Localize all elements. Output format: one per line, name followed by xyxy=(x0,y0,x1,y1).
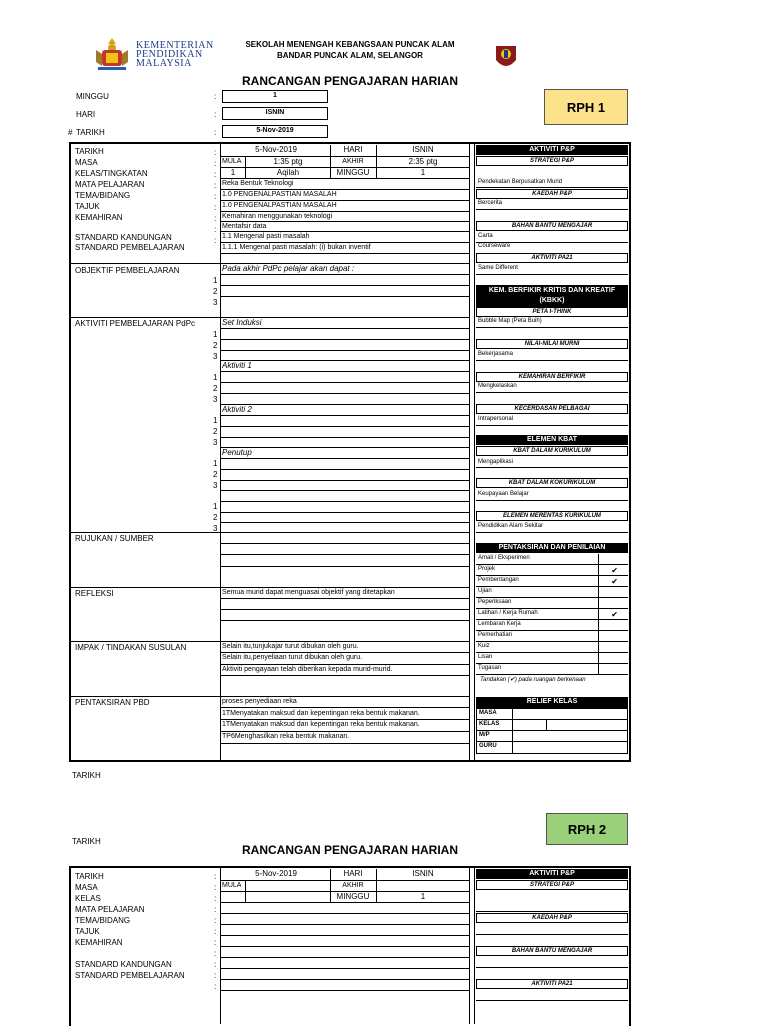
page-title-2: RANCANGAN PENGAJARAN HARIAN xyxy=(241,843,458,857)
label-kelas: KELAS/TINGKATAN xyxy=(75,169,148,178)
relief-guru-label: GURU xyxy=(479,743,497,749)
mula-value: 1:35 ptg xyxy=(273,157,303,166)
kemahiran-value-1: Kemahiran menggunakan teknologi xyxy=(222,213,333,220)
crest-logo xyxy=(92,36,132,72)
tick-cell[interactable]: ✔ xyxy=(611,610,618,619)
akhir-label: AKHIR xyxy=(342,158,364,165)
pentaksiran-list xyxy=(476,554,628,675)
pentaksiran-header: PENTAKSIRAN DAN PENILAIAN xyxy=(476,543,628,553)
kelas-value: Aqilah xyxy=(276,168,300,177)
list-item: Peperiksaan xyxy=(476,598,628,609)
bbm-header: BAHAN BANTU MENGAJAR xyxy=(476,221,628,231)
set-induksi: Set Induksi xyxy=(222,318,262,327)
rph2-hari-header: HARI xyxy=(343,869,363,878)
kaedah-value: Bercerita xyxy=(478,200,503,206)
tarikh-cell: 5-Nov-2019 xyxy=(255,145,297,154)
tick-cell[interactable]: ✔ xyxy=(611,577,618,586)
list-item: Kuiz xyxy=(476,642,628,653)
aktiviti-2-numbers: 1 2 3 xyxy=(213,416,218,447)
relief-mp-label: M/P xyxy=(479,732,490,738)
list-item: Pembentangan ✔ xyxy=(476,576,628,587)
label-refleksi: REFLEKSI xyxy=(75,589,114,598)
bbm-value-1: Carta xyxy=(478,233,493,239)
rph2-aktiviti-pp: AKTIVITI P&P xyxy=(476,869,628,879)
set-induksi-numbers: 1 2 3 xyxy=(213,330,218,361)
hari-header: HARI xyxy=(343,145,363,154)
hari-value: ISNIN xyxy=(222,107,328,120)
school-badge-logo xyxy=(494,42,518,72)
kelas-number: 1 xyxy=(230,168,236,177)
peta-value: Bubble Map (Peta Buih) xyxy=(478,318,542,324)
minggu-header: MINGGU xyxy=(336,168,370,177)
aktiviti-1-numbers: 1 2 3 xyxy=(213,373,218,404)
page-title: RANCANGAN PENGAJARAN HARIAN xyxy=(241,74,458,88)
pa21-value: Same Different xyxy=(478,265,518,271)
rph2-minggu: 1 xyxy=(420,892,426,901)
relief-header: RELIEF KELAS xyxy=(476,697,628,708)
list-item: Ujian xyxy=(476,587,628,598)
label-sk: STANDARD KANDUNGAN xyxy=(75,233,172,242)
aktiviti-2: Aktiviti 2 xyxy=(222,405,252,414)
label-objektif: OBJEKTIF PEMBELAJARAN xyxy=(75,266,180,275)
tajuk-value: 1.0 PENGENALPASTIAN MASALAH xyxy=(222,202,337,209)
school-name: SEKOLAH MENENGAH KEBANGSAAN PUNCAK ALAM xyxy=(245,40,455,49)
extra-numbers: 1 2 3 xyxy=(213,502,218,533)
label-rujukan: RUJUKAN / SUMBER xyxy=(75,534,154,543)
rph2-badge xyxy=(546,813,628,845)
hari-cell: ISNIN xyxy=(412,145,434,154)
strategi-value: Pendekatan Berpusatkan Murid xyxy=(478,179,563,185)
kb-value: Mengkelaskan xyxy=(478,383,517,389)
strategi-header: STRATEGI P&P xyxy=(476,156,628,166)
list-item: Lembaran Kerja xyxy=(476,620,628,631)
label-impak: IMPAK / TINDAKAN SUSULAN xyxy=(75,643,187,652)
bbm-value-2: Courseware xyxy=(478,243,511,249)
list-item: Amali / Eksperimen xyxy=(476,554,628,565)
nilai-value: Bekerjasama xyxy=(478,351,514,357)
tarikh-label: TARIKH xyxy=(76,128,105,137)
ministry-logo-text: KEMENTERIAN PENDIDIKAN MALAYSIA xyxy=(136,40,214,69)
kaedah-header: KAEDAH P&P xyxy=(476,189,628,199)
refleksi-value: Semua murid dapat menguasai objektif yang ditetapkan xyxy=(222,589,395,596)
rph2-bbm: BAHAN BANTU MENGAJAR xyxy=(476,946,628,956)
hash-mark: # xyxy=(68,128,73,137)
label-mata-pelajaran: MATA PELAJARAN xyxy=(75,180,145,189)
mula-label: MULA xyxy=(222,158,242,165)
rph2-akhir: AKHIR xyxy=(342,882,364,889)
emk-header: ELEMEN MERENTAS KURIKULUM xyxy=(476,511,628,521)
label-tajuk: TAJUK xyxy=(75,202,100,211)
colon-column: : : : : : : : : : xyxy=(214,148,217,245)
kbat-kurikulum-value: Mengaplikasi xyxy=(478,459,514,465)
minggu-value: 1 xyxy=(222,90,328,103)
rph2-mula: MULA xyxy=(222,882,242,889)
objektif-numbers: 1 2 3 xyxy=(213,276,218,307)
minggu-label: MINGGU xyxy=(76,92,109,101)
kbat-kokurikulum-header: KBAT DALAM KOKURIKULUM xyxy=(476,478,628,488)
impak-value-3: Aktiviti pengayaan telah diberikan kepada murid-murid. xyxy=(222,666,393,673)
rph2-pa21: AKTIVITI PA21 xyxy=(476,979,628,989)
rph2-strategi: STRATEGI P&P xyxy=(476,880,628,890)
relief-masa-label: MASA xyxy=(479,710,497,716)
rph2-labels: TARIKH MASA KELAS MATA PELAJARAN TEMA/BIDANG TAJUK KEMAHIRAN STANDARD KANDUNGAN STANDARD PEMBELAJARAN xyxy=(75,872,185,980)
label-masa: MASA xyxy=(75,158,98,167)
tarikh-bottom: TARIKH xyxy=(72,771,101,780)
rph1-badge xyxy=(544,89,628,125)
pbd-value-0: proses penyediaan reka xyxy=(222,698,297,705)
kbat-kokurikulum-value: Keupayaan Belajar xyxy=(478,491,529,497)
list-item: Projek ✔ xyxy=(476,565,628,576)
kb-header: KEMAHIRAN BERFIKIR xyxy=(476,372,628,382)
rph2-kaedah: KAEDAH P&P xyxy=(476,913,628,923)
rph1-label: RPH 1 xyxy=(566,99,606,115)
nilai-header: NILAI-NILAI MURNI xyxy=(476,339,628,349)
penutup: Penutup xyxy=(222,448,252,457)
sp-value: 1.1.1 Mengenal pasti masalah: (i) bukan inventif xyxy=(222,244,371,251)
rph2-hari: ISNIN xyxy=(412,869,434,878)
label-tema: TEMA/BIDANG xyxy=(75,191,131,200)
colon: : xyxy=(214,110,217,119)
tick-note: Tandakan (✔) pada ruangan berkenaan xyxy=(480,677,586,683)
label-aktiviti: AKTIVITI PEMBELAJARAN PdPc xyxy=(75,319,196,328)
list-item: Pemerhatian xyxy=(476,631,628,642)
aktiviti-1: Aktiviti 1 xyxy=(222,361,252,370)
kbat-kurikulum-header: KBAT DALAM KURIKULUM xyxy=(476,446,628,456)
kemahiran-value-2: Mentafsir data xyxy=(222,223,267,230)
list-item: Tugasan xyxy=(476,664,628,675)
impak-value-1: Selain itu,tunjukajar turut dibukan oleh guru. xyxy=(222,643,359,650)
rph2-colons: : : : : : : : : : : : xyxy=(214,872,217,991)
pbd-value-2: 1TMenyatakan maksud dan kepentingan reka bentuk makanan. xyxy=(222,721,420,728)
relief-table xyxy=(476,708,628,754)
list-item: Latihan / Kerja Rumah ✔ xyxy=(476,609,628,620)
colon: : xyxy=(214,92,217,101)
rph2-label: RPH 2 xyxy=(567,821,607,837)
penutup-numbers: 1 2 3 xyxy=(213,459,218,490)
tarikh-value: 5-Nov-2019 xyxy=(222,125,328,138)
aktiviti-pp-header: AKTIVITI P&P xyxy=(476,145,628,155)
kp-header: KECERDASAN PELBAGAI xyxy=(476,404,628,414)
tarikh-bottom-2: TARIKH xyxy=(72,837,101,846)
impak-value-2: Selain itu,penyeliaan turut dibukan oleh guru. xyxy=(222,654,363,661)
kbkk-header: KEM. BERFIKIR KRITIS DAN KREATIF (KBKK) xyxy=(476,285,628,307)
minggu-cell: 1 xyxy=(420,168,426,177)
relief-kelas-label: KELAS xyxy=(479,721,500,727)
label-tarikh: TARIKH xyxy=(75,147,104,156)
akhir-value: 2:35 ptg xyxy=(408,157,438,166)
colon: : xyxy=(214,128,217,137)
school-address: BANDAR PUNCAK ALAM, SELANGOR xyxy=(277,51,423,60)
label-pbd: PENTAKSIRAN PBD xyxy=(75,698,150,707)
tick-cell[interactable]: ✔ xyxy=(611,566,618,575)
objektif-intro: Pada akhir PdPc pelajar akan dapat : xyxy=(222,264,355,273)
pbd-value-3: TP6Menghasilkan reka bentuk makanan. xyxy=(222,733,350,740)
sk-value: 1.1 Mengenal pasti masalah xyxy=(222,233,310,240)
kp-value: Intrapersonal xyxy=(478,416,514,422)
list-item: Lisan xyxy=(476,653,628,664)
pbd-value-1: 1TMenyatakan maksud dan kepentingan reka bentuk makanan. xyxy=(222,710,420,717)
peta-header: PETA I-THINK xyxy=(476,307,628,317)
tema-value: 1.0 PENGENALPASTIAN MASALAH xyxy=(222,191,337,198)
pa21-header: AKTIVITI PA21 xyxy=(476,253,628,263)
mata-pelajaran-value: Reka Bentuk Teknologi xyxy=(222,180,294,187)
kbat-header: ELEMEN KBAT xyxy=(476,435,628,445)
emk-value: Pendidikan Alam Sekitar xyxy=(478,523,544,529)
label-sp: STANDARD PEMBELAJARAN xyxy=(75,243,185,252)
rph2-minggu-header: MINGGU xyxy=(336,892,370,901)
rph2-tarikh: 5-Nov-2019 xyxy=(255,869,297,878)
label-kemahiran: KEMAHIRAN xyxy=(75,213,123,222)
hari-label: HARI xyxy=(76,110,96,119)
